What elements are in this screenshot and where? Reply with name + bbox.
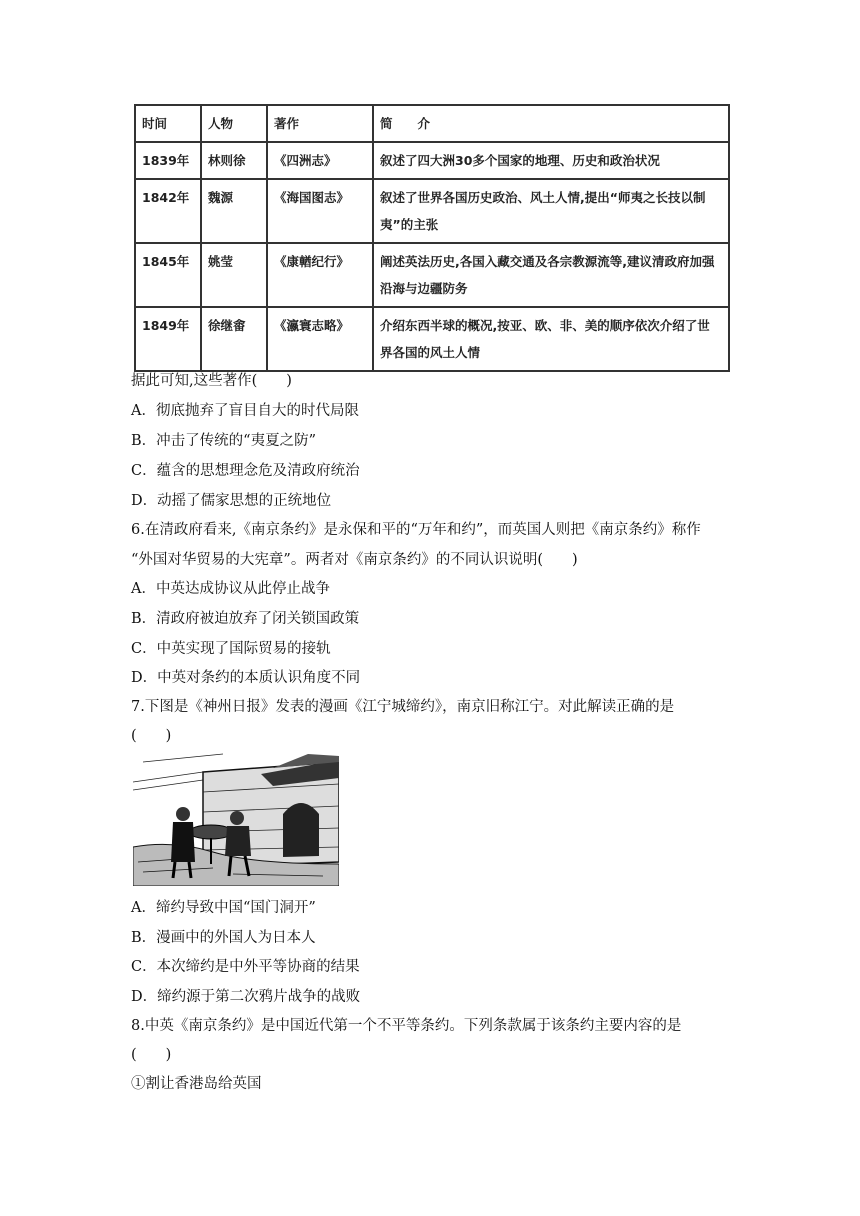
q8-stem-line2: ( ) [131, 1047, 172, 1063]
q7-stem-line2: ( ) [131, 728, 172, 744]
q6-option-b: B．清政府被迫放弃了闭关锁国政策 [131, 611, 360, 627]
q6-option-a: A．中英达成协议从此停止战争 [131, 581, 330, 597]
q7-option-a: A．缔约导致中国“国门洞开” [131, 900, 316, 916]
table-cell: 1845年 [135, 243, 201, 307]
header-time: 时间 [135, 105, 201, 142]
table-cell: 《海国图志》 [267, 179, 373, 243]
q7-option-b: B．漫画中的外国人为日本人 [131, 930, 316, 946]
cartoon-jiangning-treaty-image [133, 752, 339, 886]
table-cell: 《康輶纪行》 [267, 243, 373, 307]
q6-stem-line2: “外国对华贸易的大宪章”。两者对《南京条约》的不同认识说明( ) [131, 552, 578, 568]
table-cell: 姚莹 [201, 243, 267, 307]
table-cell: 1849年 [135, 307, 201, 371]
q5-option-c: C．蕴含的思想理念危及清政府统治 [131, 463, 360, 479]
q5-stem: 据此可知,这些著作( ) [131, 373, 292, 389]
q7-stem-line1: 7.下图是《神州日报》发表的漫画《江宁城缔约》，南京旧称江宁。对此解读正确的是 [131, 699, 675, 715]
q7-option-d: D．缔约源于第二次鸦片战争的战败 [131, 989, 361, 1005]
table-row [135, 243, 729, 307]
table-cell: 叙述了世界各国历史政治、风土人情,提出“师夷之长技以制夷”的主张 [373, 179, 729, 243]
table-cell: 1839年 [135, 142, 201, 179]
header-person: 人物 [201, 105, 267, 142]
table-row [135, 179, 729, 243]
table-cell: 1842年 [135, 179, 201, 243]
table-cell: 介绍东西半球的概况,按亚、欧、非、美的顺序依次介绍了世界各国的风土人情 [373, 307, 729, 371]
q6-option-d: D．中英对条约的本质认识角度不同 [131, 670, 361, 686]
q5-option-d: D．动摇了儒家思想的正统地位 [131, 493, 332, 509]
table-cell: 魏源 [201, 179, 267, 243]
q8-stem-line1: 8.中英《南京条约》是中国近代第一个不平等条约。下列条款属于该条约主要内容的是 [131, 1018, 682, 1034]
table-cell: 《瀛寰志略》 [267, 307, 373, 371]
table-header-row [135, 105, 729, 142]
table-cell: 叙述了四大洲30多个国家的地理、历史和政治状况 [373, 142, 729, 179]
header-summary: 简 介 [373, 105, 729, 142]
q6-stem-line1: 6.在清政府看来,《南京条约》是永保和平的“万年和约”，而英国人则把《南京条约》称作 [131, 522, 701, 538]
table-cell: 林则徐 [201, 142, 267, 179]
q5-option-a: A．彻底抛弃了盲目自大的时代局限 [131, 403, 359, 419]
q8-item-1: ①割让香港岛给英国 [131, 1076, 262, 1092]
table-cell: 徐继畬 [201, 307, 267, 371]
table-cell: 阐述英法历史,各国入藏交通及各宗教源流等,建议清政府加强沿海与边疆防务 [373, 243, 729, 307]
history-works-table [134, 104, 730, 372]
table-cell: 《四洲志》 [267, 142, 373, 179]
q7-option-c: C．本次缔约是中外平等协商的结果 [131, 959, 360, 975]
q6-option-c: C．中英实现了国际贸易的接轨 [131, 641, 331, 657]
q5-option-b: B．冲击了传统的“夷夏之防” [131, 433, 316, 449]
table-row [135, 142, 729, 179]
table-row [135, 307, 729, 371]
header-work: 著作 [267, 105, 373, 142]
